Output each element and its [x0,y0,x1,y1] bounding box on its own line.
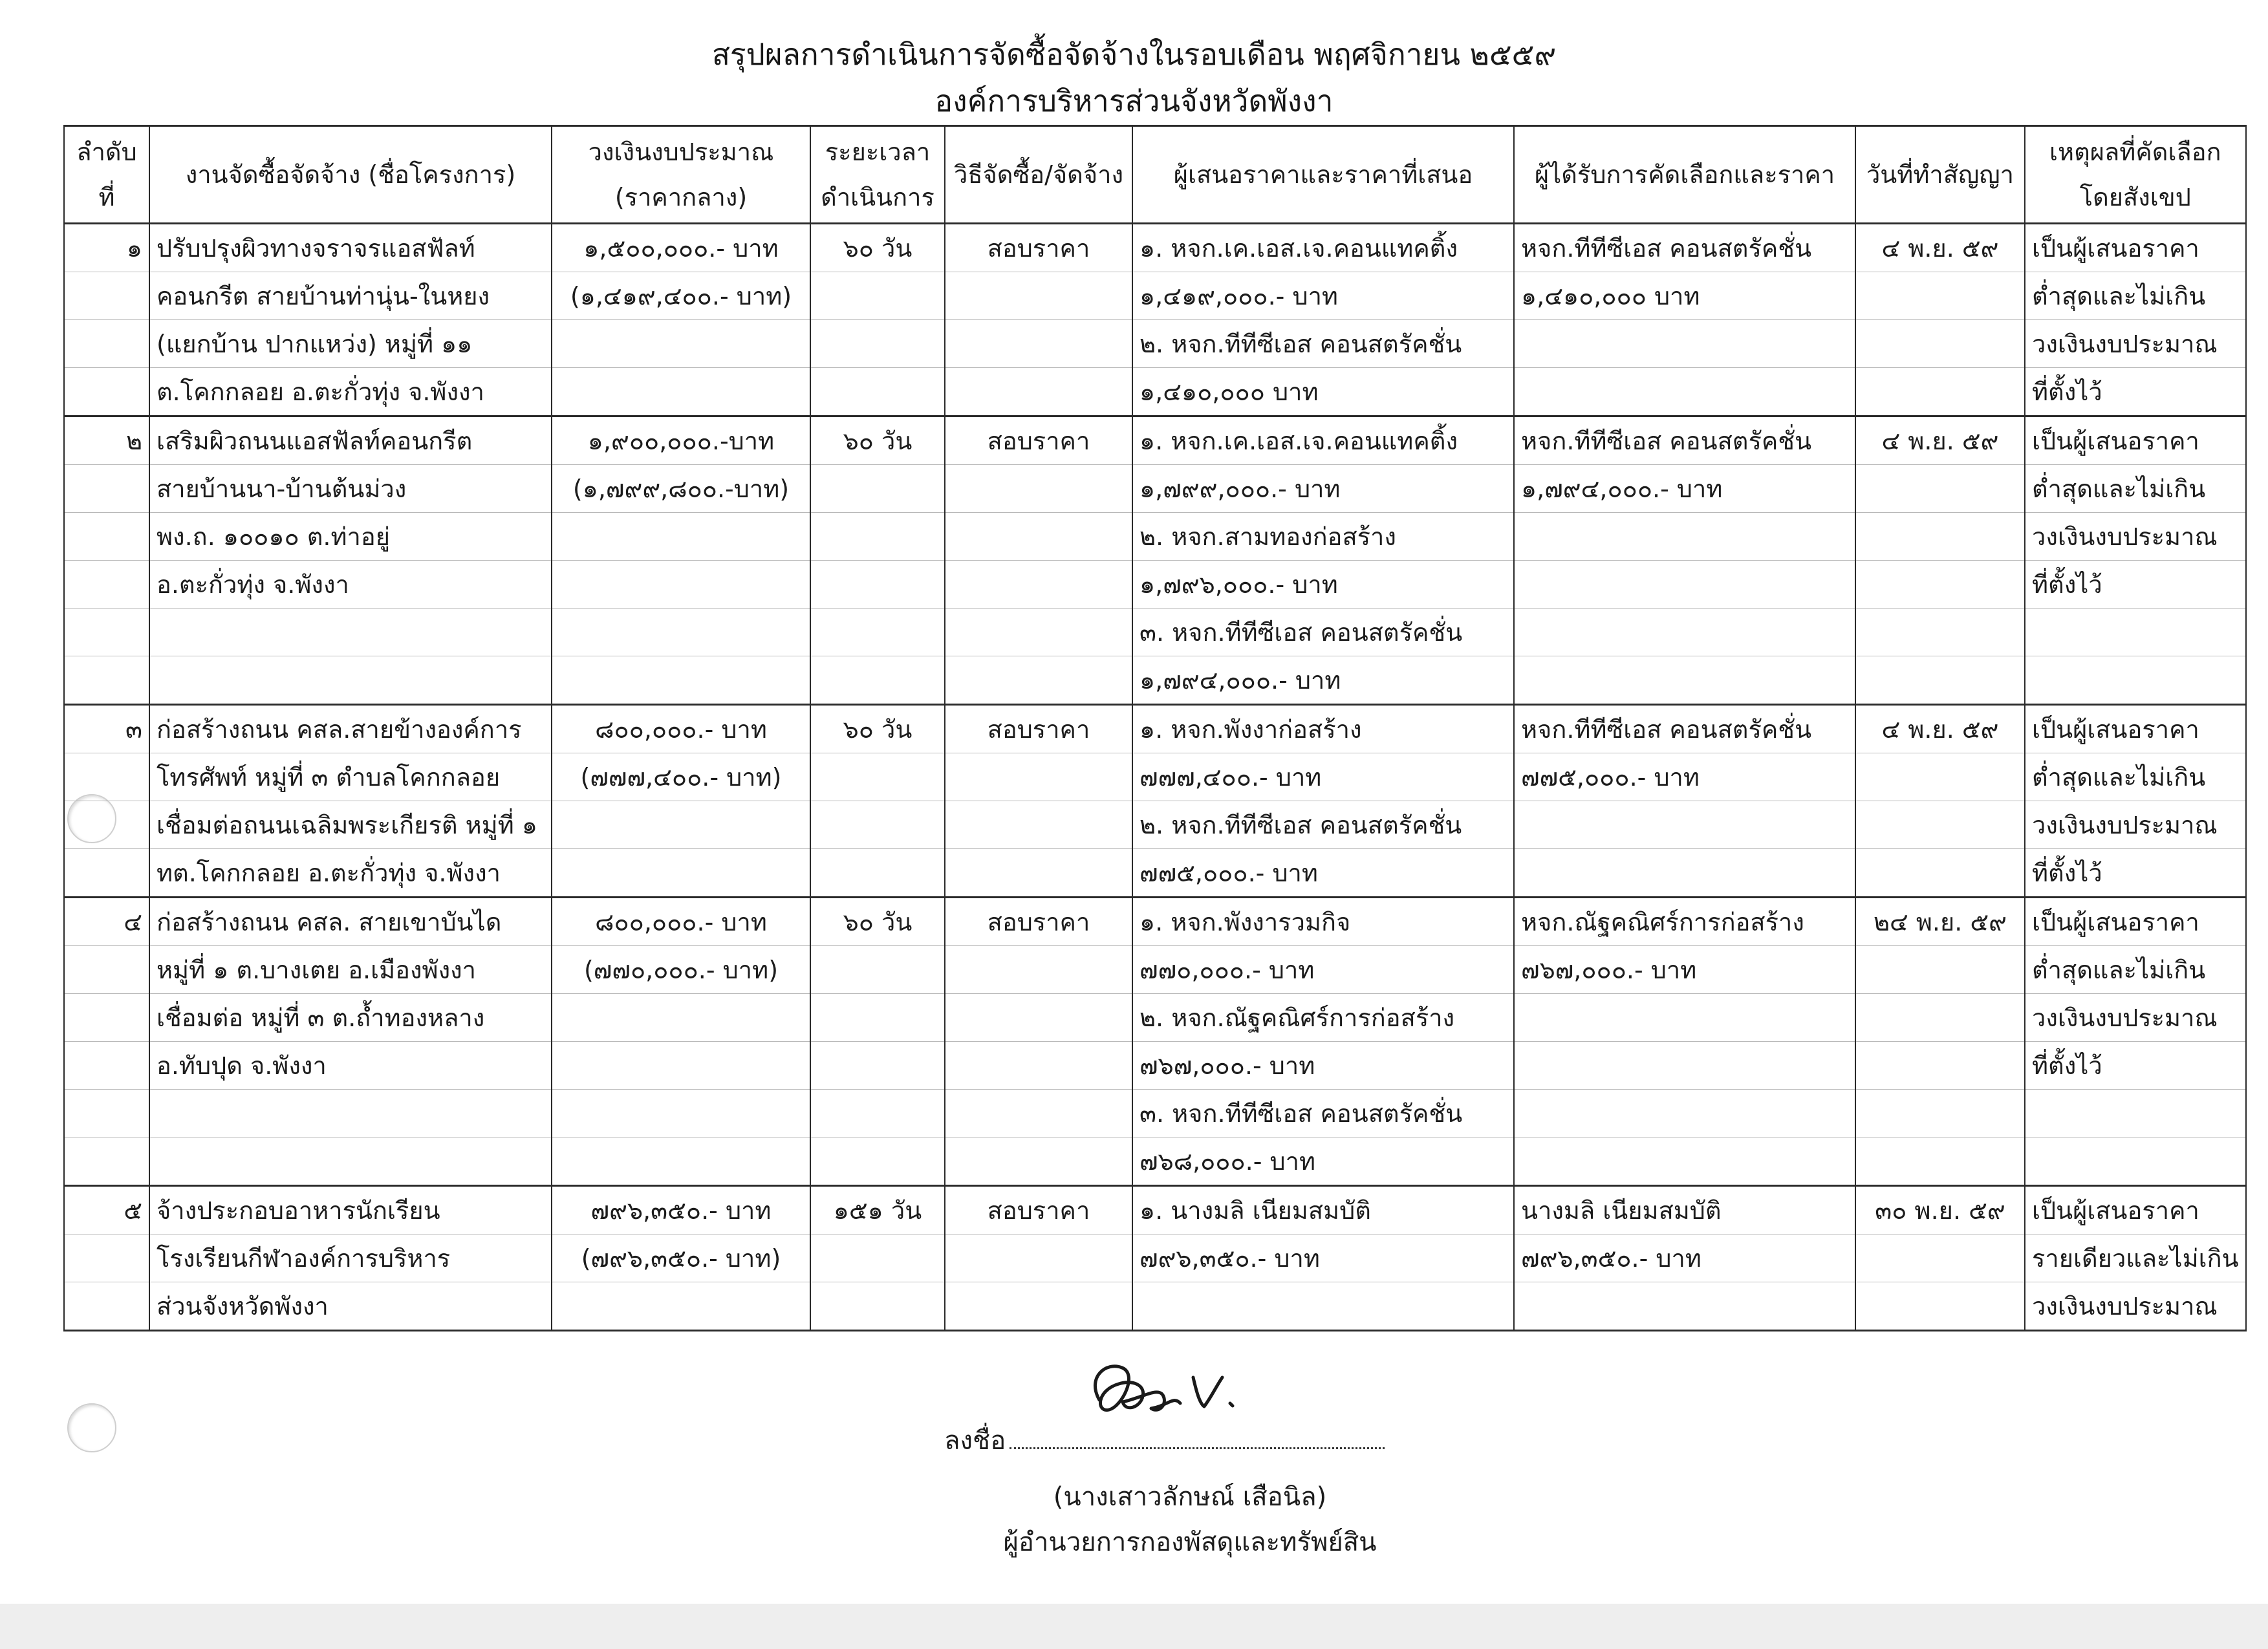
cell-contract-date [1855,753,2025,801]
cell-reason: ที่ตั้งไว้ [2025,1042,2246,1090]
header-contract-date: วันที่ทำสัญญา [1855,126,2025,224]
table-row [64,1137,2246,1186]
cell-budget [552,849,810,898]
cell-bidder: ๗๗๕,๐๐๐.- บาท [1132,849,1514,898]
table-row [64,320,2246,368]
cell-contract-date [1855,368,2025,416]
organization-name: องค์การบริหารส่วนจังหวัดพังงา [934,83,1334,118]
cell-reason: ต่ำสุดและไม่เกิน [2025,272,2246,320]
cell-method [945,609,1132,656]
cell-winner [1514,609,1855,656]
cell-contract-date [1855,801,2025,849]
document-title: สรุปผลการดำเนินการจัดซื้อจัดจ้างในรอบเดือน พฤศจิกายน ๒๕๕๙ [711,37,1557,72]
cell-duration [810,946,945,994]
procurement-table [63,125,2247,1331]
table-row [64,1042,2246,1090]
signer-position: ผู้อำนวยการกองพัสดุและทรัพย์สิน [1003,1527,1377,1557]
cell-project: พง.ถ. ๑๐๐๑๐ ต.ท่าอยู่ [149,513,552,561]
cell-reason: เป็นผู้เสนอราคา [2025,705,2246,753]
cell-no [64,465,149,513]
cell-no [64,513,149,561]
cell-reason: ต่ำสุดและไม่เกิน [2025,946,2246,994]
cell-method [945,1234,1132,1282]
cell-method [945,1137,1132,1186]
cell-no [64,1042,149,1090]
cell-budget [552,561,810,609]
cell-bidder: ๑,๗๙๙,๐๐๐.- บาท [1132,465,1514,513]
cell-reason [2025,1137,2246,1186]
cell-method [945,465,1132,513]
cell-contract-date [1855,849,2025,898]
cell-method [945,801,1132,849]
table-row [64,561,2246,609]
cell-winner [1514,1042,1855,1090]
table-row [64,1234,2246,1282]
cell-winner: ๗๗๕,๐๐๐.- บาท [1514,753,1855,801]
cell-winner [1514,1282,1855,1331]
cell-budget [552,320,810,368]
cell-duration [810,609,945,656]
cell-no: ๕ [64,1186,149,1234]
header-duration: ระยะเวลาดำเนินการ [810,126,945,224]
cell-bidder: ๓. หจก.ทีทีซีเอส คอนสตรัคชั่น [1132,1090,1514,1137]
cell-project [149,609,552,656]
cell-bidder: ๑. หจก.พังงาก่อสร้าง [1132,705,1514,753]
cell-contract-date [1855,320,2025,368]
cell-duration: ๑๕๑ วัน [810,1186,945,1234]
cell-winner: หจก.ณัฐคณิศร์การก่อสร้าง [1514,898,1855,946]
cell-no [64,1090,149,1137]
cell-contract-date: ๓๐ พ.ย. ๕๙ [1855,1186,2025,1234]
cell-method [945,1042,1132,1090]
cell-no [64,1137,149,1186]
cell-budget [552,609,810,656]
cell-winner [1514,513,1855,561]
cell-duration [810,561,945,609]
cell-reason: เป็นผู้เสนอราคา [2025,224,2246,272]
cell-bidder: ๑. หจก.เค.เอส.เจ.คอนแทคติ้ง [1132,224,1514,272]
cell-method [945,946,1132,994]
cell-no: ๔ [64,898,149,946]
table-row [64,849,2246,898]
cell-method [945,994,1132,1042]
cell-project: อ.ตะกั่วทุ่ง จ.พังงา [149,561,552,609]
cell-bidder: ๒. หจก.ทีทีซีเอส คอนสตรัคชั่น [1132,320,1514,368]
cell-project: ก่อสร้างถนน คสล. สายเขาบันได [149,898,552,946]
cell-reason: เป็นผู้เสนอราคา [2025,898,2246,946]
cell-bidder: ๑. หจก.พังงารวมกิจ [1132,898,1514,946]
table-row [64,898,2246,946]
cell-method [945,368,1132,416]
cell-duration [810,1137,945,1186]
cell-no [64,946,149,994]
page-bottom-edge [0,1604,2268,1649]
cell-project: เชื่อมต่อถนนเฉลิมพระเกียรติ หมู่ที่ ๑ [149,801,552,849]
cell-contract-date [1855,1282,2025,1331]
table-row [64,465,2246,513]
cell-duration: ๖๐ วัน [810,705,945,753]
table-row [64,609,2246,656]
cell-no [64,272,149,320]
cell-method: สอบราคา [945,416,1132,465]
cell-contract-date [1855,609,2025,656]
cell-project [149,656,552,705]
cell-duration [810,513,945,561]
cell-bidder: ๗๗๐,๐๐๐.- บาท [1132,946,1514,994]
cell-budget: ๗๙๖,๓๕๐.- บาท [552,1186,810,1234]
cell-duration: ๖๐ วัน [810,898,945,946]
cell-bidder: ๑. นางมลิ เนียมสมบัติ [1132,1186,1514,1234]
cell-duration [810,1090,945,1137]
table-row [64,801,2246,849]
cell-contract-date [1855,465,2025,513]
cell-reason: รายเดียวและไม่เกิน [2025,1234,2246,1282]
cell-reason: ที่ตั้งไว้ [2025,561,2246,609]
table-row [64,368,2246,416]
cell-contract-date: ๔ พ.ย. ๕๙ [1855,416,2025,465]
cell-reason: วงเงินงบประมาณ [2025,994,2246,1042]
cell-contract-date [1855,272,2025,320]
cell-bidder: ๒. หจก.สามทองก่อสร้าง [1132,513,1514,561]
cell-reason: ต่ำสุดและไม่เกิน [2025,753,2246,801]
cell-budget: (๑,๔๑๙,๔๐๐.- บาท) [552,272,810,320]
cell-bidder: ๓. หจก.ทีทีซีเอส คอนสตรัคชั่น [1132,609,1514,656]
cell-bidder: ๒. หจก.ณัฐคณิศร์การก่อสร้าง [1132,994,1514,1042]
cell-budget [552,368,810,416]
cell-method: สอบราคา [945,705,1132,753]
cell-project: คอนกรีต สายบ้านท่านุ่น-ในหยง [149,272,552,320]
cell-no [64,849,149,898]
cell-duration [810,320,945,368]
table-header-row [64,126,2246,224]
cell-project: เชื่อมต่อ หมู่ที่ ๓ ต.ถ้ำทองหลาง [149,994,552,1042]
cell-project: ก่อสร้างถนน คสล.สายข้างองค์การ [149,705,552,753]
cell-budget: (๗๗๗,๔๐๐.- บาท) [552,753,810,801]
cell-bidder [1132,1282,1514,1331]
cell-reason: ที่ตั้งไว้ [2025,849,2246,898]
table-row [64,1090,2246,1137]
cell-project: จ้างประกอบอาหารนักเรียน [149,1186,552,1234]
cell-winner [1514,1090,1855,1137]
cell-project [149,1137,552,1186]
cell-project: ปรับปรุงผิวทางจราจรแอสฟัลท์ [149,224,552,272]
cell-winner [1514,368,1855,416]
header-reason: เหตุผลที่คัดเลือกโดยสังเขป [2025,126,2246,224]
cell-duration: ๖๐ วัน [810,416,945,465]
cell-no: ๑ [64,224,149,272]
header-project: งานจัดซื้อจัดจ้าง (ชื่อโครงการ) [149,126,552,224]
cell-duration [810,801,945,849]
cell-bidder: ๑,๗๙๖,๐๐๐.- บาท [1132,561,1514,609]
cell-project: ต.โคกกลอย อ.ตะกั่วทุ่ง จ.พังงา [149,368,552,416]
cell-reason: วงเงินงบประมาณ [2025,801,2246,849]
cell-project: โรงเรียนกีฬาองค์การบริหาร [149,1234,552,1282]
cell-contract-date: ๒๔ พ.ย. ๕๙ [1855,898,2025,946]
cell-bidder: ๑. หจก.เค.เอส.เจ.คอนแทคติ้ง [1132,416,1514,465]
cell-winner [1514,994,1855,1042]
cell-budget [552,1282,810,1331]
cell-project: (แยกบ้าน ปากแหว่ง) หมู่ที่ ๑๑ [149,320,552,368]
cell-bidder: ๗๖๗,๐๐๐.- บาท [1132,1042,1514,1090]
header-budget: วงเงินงบประมาณ (ราคากลาง) [552,126,810,224]
cell-no [64,753,149,801]
cell-contract-date [1855,656,2025,705]
cell-duration [810,656,945,705]
cell-duration [810,1234,945,1282]
cell-method [945,1090,1132,1137]
header-method: วิธีจัดซื้อ/จัดจ้าง [945,126,1132,224]
cell-method [945,753,1132,801]
cell-project: อ.ทับปุด จ.พังงา [149,1042,552,1090]
cell-contract-date [1855,1090,2025,1137]
cell-reason [2025,1090,2246,1137]
cell-project: ส่วนจังหวัดพังงา [149,1282,552,1331]
table-row [64,416,2246,465]
cell-duration: ๖๐ วัน [810,224,945,272]
cell-method: สอบราคา [945,1186,1132,1234]
cell-contract-date [1855,1042,2025,1090]
cell-budget: (๗๗๐,๐๐๐.- บาท) [552,946,810,994]
table-row [64,224,2246,272]
cell-budget: ๘๐๐,๐๐๐.- บาท [552,898,810,946]
cell-bidder: ๑,๗๙๔,๐๐๐.- บาท [1132,656,1514,705]
cell-budget [552,1090,810,1137]
cell-reason: ต่ำสุดและไม่เกิน [2025,465,2246,513]
table-row [64,656,2246,705]
cell-winner: ๑,๗๙๔,๐๐๐.- บาท [1514,465,1855,513]
cell-contract-date: ๔ พ.ย. ๕๙ [1855,224,2025,272]
cell-no [64,609,149,656]
cell-no [64,1282,149,1331]
cell-reason: เป็นผู้เสนอราคา [2025,416,2246,465]
cell-contract-date [1855,994,2025,1042]
cell-method [945,1282,1132,1331]
cell-contract-date [1855,1137,2025,1186]
cell-duration [810,465,945,513]
cell-winner [1514,320,1855,368]
cell-winner: ๑,๔๑๐,๐๐๐ บาท [1514,272,1855,320]
cell-winner: หจก.ทีทีซีเอส คอนสตรัคชั่น [1514,705,1855,753]
header-bidders: ผู้เสนอราคาและราคาที่เสนอ [1132,126,1514,224]
cell-bidder: ๑,๔๑๙,๐๐๐.- บาท [1132,272,1514,320]
cell-bidder: ๗๖๘,๐๐๐.- บาท [1132,1137,1514,1186]
cell-project [149,1090,552,1137]
cell-reason: เป็นผู้เสนอราคา [2025,1186,2246,1234]
cell-no [64,656,149,705]
cell-project: สายบ้านนา-บ้านต้นม่วง [149,465,552,513]
cell-contract-date: ๔ พ.ย. ๕๙ [1855,705,2025,753]
cell-budget [552,801,810,849]
cell-contract-date [1855,513,2025,561]
cell-method [945,849,1132,898]
cell-winner: หจก.ทีทีซีเอส คอนสตรัคชั่น [1514,224,1855,272]
cell-winner [1514,1137,1855,1186]
signature-line [944,1419,1385,1461]
cell-no [64,994,149,1042]
table-row [64,705,2246,753]
cell-winner: นางมลิ เนียมสมบัติ [1514,1186,1855,1234]
cell-project: หมู่ที่ ๑ ต.บางเตย อ.เมืองพังงา [149,946,552,994]
cell-budget [552,513,810,561]
cell-no [64,801,149,849]
header-winner: ผู้ได้รับการคัดเลือกและราคา [1514,126,1855,224]
cell-project: ทต.โคกกลอย อ.ตะกั่วทุ่ง จ.พังงา [149,849,552,898]
cell-budget: (๑,๗๙๙,๘๐๐.-บาท) [552,465,810,513]
cell-reason: วงเงินงบประมาณ [2025,1282,2246,1331]
cell-winner: หจก.ทีทีซีเอส คอนสตรัคชั่น [1514,416,1855,465]
cell-winner [1514,801,1855,849]
cell-contract-date [1855,946,2025,994]
cell-budget [552,656,810,705]
cell-method [945,561,1132,609]
punch-hole [67,1403,116,1452]
cell-budget [552,994,810,1042]
cell-budget: ๑,๕๐๐,๐๐๐.- บาท [552,224,810,272]
cell-no: ๓ [64,705,149,753]
cell-method: สอบราคา [945,224,1132,272]
signer-name: (นางเสาวลักษณ์ เสือนิล) [1053,1482,1327,1512]
cell-method [945,513,1132,561]
cell-method [945,320,1132,368]
cell-contract-date [1855,1234,2025,1282]
cell-method [945,272,1132,320]
table-row [64,513,2246,561]
cell-winner: ๗๙๖,๓๕๐.- บาท [1514,1234,1855,1282]
cell-no: ๒ [64,416,149,465]
cell-reason [2025,656,2246,705]
cell-winner [1514,849,1855,898]
cell-budget: ๑,๙๐๐,๐๐๐.-บาท [552,416,810,465]
cell-method [945,656,1132,705]
cell-duration [810,849,945,898]
cell-budget [552,1042,810,1090]
cell-duration [810,272,945,320]
cell-reason: วงเงินงบประมาณ [2025,513,2246,561]
cell-reason [2025,609,2246,656]
cell-winner [1514,656,1855,705]
cell-budget [552,1137,810,1186]
cell-contract-date [1855,561,2025,609]
cell-winner: ๗๖๗,๐๐๐.- บาท [1514,946,1855,994]
table-row [64,1282,2246,1331]
cell-duration [810,1282,945,1331]
cell-winner [1514,561,1855,609]
cell-reason: ที่ตั้งไว้ [2025,368,2246,416]
table-row [64,272,2246,320]
table-row [64,994,2246,1042]
table-row [64,753,2246,801]
cell-project: โทรศัพท์ หมู่ที่ ๓ ตำบลโคกกลอย [149,753,552,801]
cell-no [64,320,149,368]
cell-duration [810,994,945,1042]
cell-no [64,1234,149,1282]
cell-duration [810,368,945,416]
cell-reason: วงเงินงบประมาณ [2025,320,2246,368]
cell-method: สอบราคา [945,898,1132,946]
cell-bidder: ๗๗๗,๔๐๐.- บาท [1132,753,1514,801]
signature-dotted-line [1010,1425,1385,1449]
signature-label: ลงชื่อ [944,1426,1006,1456]
cell-bidder: ๗๙๖,๓๕๐.- บาท [1132,1234,1514,1282]
cell-bidder: ๑,๔๑๐,๐๐๐ บาท [1132,368,1514,416]
cell-duration [810,1042,945,1090]
cell-budget: ๘๐๐,๐๐๐.- บาท [552,705,810,753]
cell-no [64,561,149,609]
cell-budget: (๗๙๖,๓๕๐.- บาท) [552,1234,810,1282]
table-row [64,1186,2246,1234]
cell-bidder: ๒. หจก.ทีทีซีเอส คอนสตรัคชั่น [1132,801,1514,849]
cell-no [64,368,149,416]
header-no: ลำดับที่ [64,126,149,224]
table-row [64,946,2246,994]
cell-duration [810,753,945,801]
cell-project: เสริมผิวถนนแอสฟัลท์คอนกรีต [149,416,552,465]
